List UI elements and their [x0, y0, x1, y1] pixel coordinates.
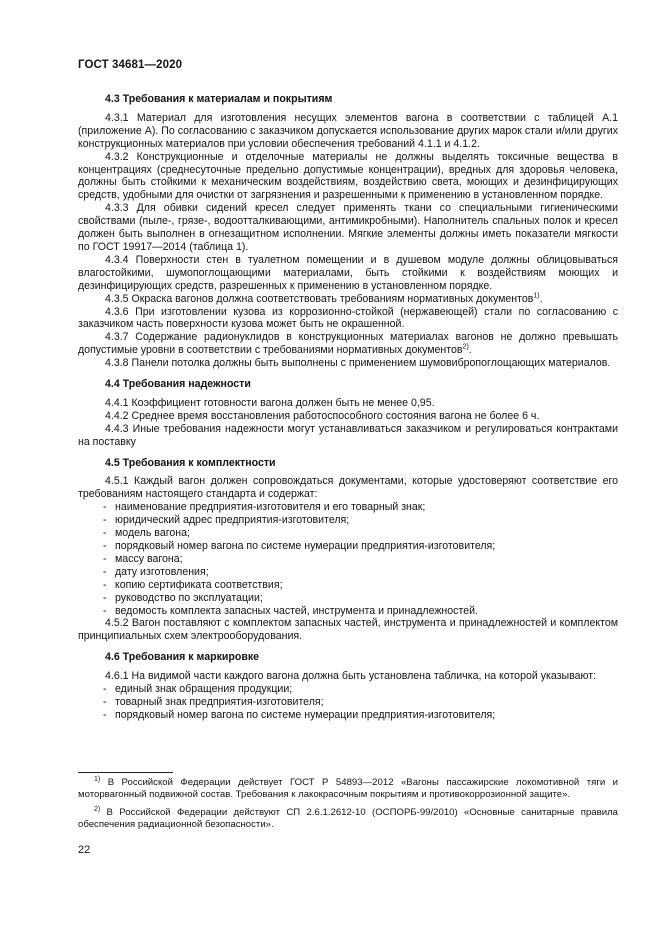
list-dash: -	[103, 501, 107, 514]
paragraph-4-4-3: 4.4.3 Иные требования надежности могут устанавливаться заказчиком и регулироваться контрактами на поставку	[78, 422, 618, 448]
footnote-separator	[78, 772, 173, 773]
paragraph-4-5-1: 4.5.1 Каждый вагон должен сопровождаться документами, которые удостоверяют соответствие его требованиям настоящего стандарта и содержат:	[78, 475, 618, 501]
paragraph-4-3-6: 4.3.6 При изготовлении кузова из коррозионно-стойкой (нержавеющей) стали по согласованию с заказчиком часть поверхности кузова может быть не окрашенной.	[78, 305, 618, 331]
list-item-text: дату изготовления;	[115, 565, 209, 578]
list-item	[78, 553, 618, 566]
list-item-text: порядковый номер вагона по системе нумерации предприятия-изготовителя;	[115, 708, 496, 721]
list-item-text: модель вагона;	[115, 527, 190, 540]
list-item	[78, 540, 618, 553]
list-dash: -	[103, 527, 107, 540]
footnote-ref-2: 2)	[462, 343, 469, 351]
list-item-text: юридический адрес предприятия-изготовителя;	[115, 514, 350, 527]
document-title: ГОСТ 34681—2020	[78, 59, 183, 71]
footnotes	[78, 777, 618, 837]
section-heading-4-4: 4.4 Требования надежности	[105, 378, 251, 391]
list-item	[78, 527, 618, 540]
footnote-text: В Российской Федерации действуют СП 2.6.1.2612-10 (ОСПОРБ-99/2010) «Основные санитарные правила обеспечения радиационной безопасности».	[78, 806, 619, 831]
list-item-text: руководство по эксплуатации;	[115, 591, 263, 604]
paragraph-4-3-7-end: .	[468, 344, 472, 357]
section-heading-4-6: 4.6 Требования к маркировке	[105, 651, 260, 664]
list-dash: -	[103, 591, 107, 604]
list-item-text: порядковый номер вагона по системе нумерации предприятия-изготовителя;	[115, 540, 496, 552]
list-dash: -	[103, 552, 107, 565]
paragraph-4-3-1: 4.3.1 Материал для изготовления несущих элементов вагона в соответствии с таблицей А.1 (приложение А). По согласованию с заказчиком допускается использование других марок стали и/или других конструкционных материалов при условии обеспечения требований 4.1.1 и 4.1.2.	[78, 111, 618, 150]
paragraph-4-3-2: 4.3.2 Конструкционные и отделочные материалы не должны выделять токсичные вещества в концентрациях (среднесуточные предельно допустимые концентрации), вредных для здоровья человека, должны быть стойкими к механическим воздействиям, воздействию света, моющих и дезинфицирующих средств, удобными для очистки от загрязнения и разрешенными к применению в установленном порядке.	[78, 150, 618, 202]
paragraph-4-3-5-text: 4.3.5 Окраска вагонов должна соответствовать требованиям нормативных документов	[105, 292, 534, 305]
list-dash: -	[103, 708, 107, 721]
paragraph-4-3-5	[78, 293, 618, 306]
document-body	[78, 93, 618, 722]
list-item-text: ведомость комплекта запасных частей, инструмента и принадлежностей.	[115, 604, 478, 617]
footnote-text: В Российской Федерации действует ГОСТ Р 54893—2012 «Вагоны пассажирские локомотивной тяги и моторвагонный подвижной состав. Требования к лакокрасочным покрытиям и противокоррозионной защите».	[78, 777, 618, 801]
paragraph-4-5-2: 4.5.2 Вагон поставляют с комплектом запасных частей, инструмента и принадлежностей и комплектом принципиальных схем электрооборудования.	[78, 617, 618, 643]
list-item-text: наименование предприятия-изготовителя и его товарный знак;	[115, 501, 426, 514]
section-heading-4-5: 4.5 Требования к комплектности	[105, 456, 276, 469]
paragraph-4-3-8: 4.3.8 Панели потолка должны быть выполнены с применением шумовибропоглощающих материалов.	[105, 357, 611, 370]
paragraph-4-3-7	[78, 331, 618, 357]
list-item	[78, 514, 618, 527]
list-item	[78, 605, 618, 618]
list-dash: -	[103, 683, 107, 696]
paragraph-4-3-7-text: 4.3.7 Содержание радионуклидов в конструкционных материалах вагонов не должно превышать допустимые уровни в соответствии с требованиями нормативных документов	[78, 331, 618, 357]
footnote-2	[78, 807, 618, 832]
list-item	[78, 579, 618, 592]
list-item	[78, 696, 618, 709]
list-item-text: товарный знак предприятия-изготовителя;	[115, 695, 324, 708]
list-dash: -	[103, 695, 107, 708]
footnote-1	[78, 777, 618, 802]
paragraph-4-3-5-end: .	[539, 292, 543, 305]
footnote-mark: 2)	[94, 805, 101, 813]
list-dash: -	[103, 604, 107, 617]
page-number: 22	[78, 844, 91, 856]
list-item-text: массу вагона;	[115, 552, 183, 565]
paragraph-4-4-2: 4.4.2 Среднее время восстановления работоспособного состояния вагона не более 6 ч.	[105, 409, 540, 422]
list-item	[78, 566, 618, 579]
list-item	[78, 592, 618, 605]
list-item	[78, 501, 618, 514]
list-item	[78, 683, 618, 696]
list-dash: -	[103, 540, 107, 552]
paragraph-4-3-3: 4.3.3 Для обивки сидений кресел следует применять ткани со специальными гигиеническими свойствами (пыле-, грязе-, водоотталкивающими, антимикробными). Наполнитель спальных полок и кресел должен быть выполнен в огнезащитном исполнении. Мягкие элементы должны иметь показатели мягкости по ГОСТ 19917—2014 (таблица 1).	[78, 202, 618, 253]
list-dash: -	[103, 514, 107, 527]
paragraph-4-3-4: 4.3.4 Поверхности стен в туалетном помещении и в душевом модуле должны облицовываться влагостойкими, шумопоглощающими материалами, быть стойкими к воздействиям моющих и дезинфицирующих средств, разрешенных к применению в установленном порядке.	[78, 253, 618, 292]
paragraph-4-4-1: 4.4.1 Коэффициент готовности вагона должен быть не менее 0,95.	[105, 396, 435, 409]
list-item-text: единый знак обращения продукции;	[115, 683, 293, 696]
list-dash: -	[103, 565, 107, 578]
list-item	[78, 709, 618, 722]
list-dash: -	[103, 578, 107, 591]
footnote-ref-1: 1)	[533, 292, 540, 300]
paragraph-4-6-1: 4.6.1 На видимой части каждого вагона должна быть установлена табличка, на которой указывают:	[105, 670, 597, 683]
list-item-text: копию сертификата соответствия;	[115, 578, 283, 591]
section-heading-4-3: 4.3 Требования к материалам и покрытиям	[105, 93, 333, 105]
footnote-mark: 1)	[94, 775, 101, 783]
